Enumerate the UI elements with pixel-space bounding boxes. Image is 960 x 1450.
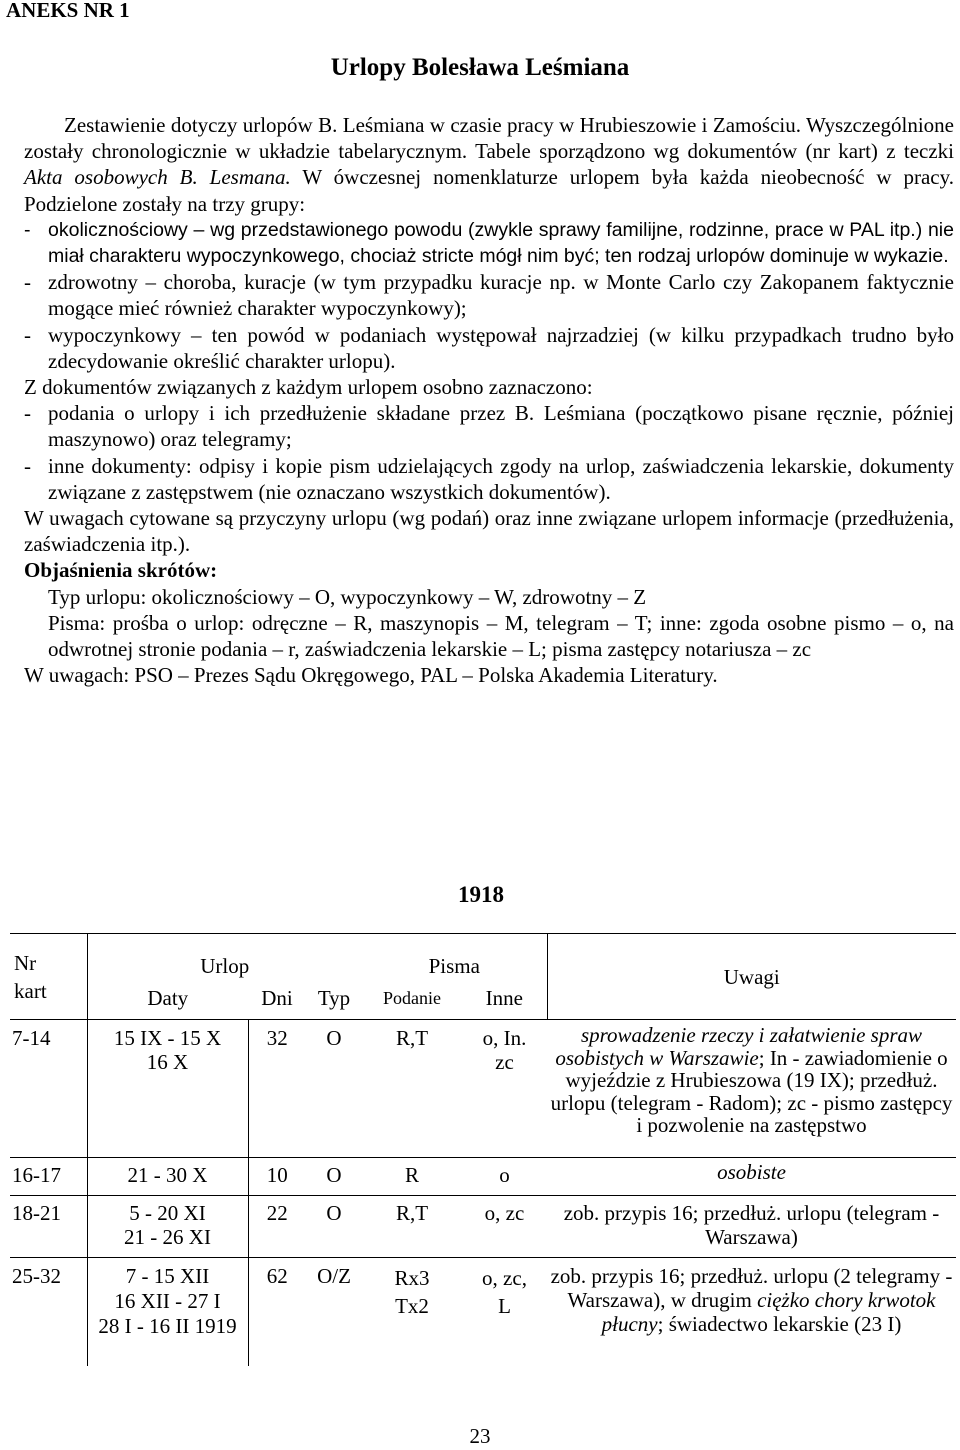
cell-podanie: Rx3 Tx2: [394, 1266, 430, 1318]
cell-dni: 32: [248, 1020, 306, 1158]
year-heading: 1918: [458, 882, 504, 907]
header-inne: Inne: [462, 978, 547, 1020]
cell-typ: O: [306, 1196, 362, 1258]
abbreviations-heading: Objaśnienia skrótów:: [24, 558, 218, 583]
table-row: [10, 1020, 956, 1158]
cell-dni: 22: [248, 1196, 306, 1258]
table-row: [10, 1196, 956, 1258]
table-row: [10, 1258, 956, 1366]
table-row: [10, 1158, 956, 1196]
cell-uwagi: zob. przypis 16; przedłuż. urlopu (2 telegramy - Warszawa), w drugim ciężko chory krwotok płucny; świadectwo lekarskie (23 I): [550, 1264, 953, 1336]
remarks-paragraph: W uwagach cytowane są przyczyny urlopu (wg podań) oraz inne związane urlopem informacje (przedłużenia, zaświadczenia itp.).: [24, 506, 954, 557]
leave-table: [10, 933, 956, 1366]
header-dni: Dni: [248, 978, 306, 1020]
cell-daty: 21 - 30 X: [87, 1158, 248, 1196]
cell-nr: 7-14: [10, 1020, 87, 1158]
header-typ: Typ: [306, 978, 362, 1020]
cell-dni: 10: [248, 1158, 306, 1196]
cell-podanie: R,T: [362, 1196, 462, 1258]
documents-inne: - inne dokumenty: odpisy i kopie pism udzielających zgody na urlop, zaświadczenia lekarskie, dokumenty związane z zastępstwem (nie oznaczano wszystkich dokumentów).: [24, 453, 954, 504]
cell-inne: o, zc, L: [482, 1266, 527, 1318]
cell-uwagi: osobiste: [547, 1158, 956, 1196]
cell-daty: 15 IX - 15 X 16 X: [87, 1020, 248, 1158]
cell-typ: O: [306, 1020, 362, 1158]
header-pisma: Pisma: [362, 934, 547, 978]
abbreviation-typ: Typ urlopu: okolicznościowy – O, wypoczynkowy – W, zdrowotny – Z: [48, 584, 647, 609]
cell-podanie: R: [362, 1158, 462, 1196]
document-title: Urlopy Bolesława Leśmiana: [330, 54, 630, 81]
documents-podania: - podania o urlopy i ich przedłużenie składane przez B. Leśmiana (początkowo pisane ręcznie, później maszynowo) oraz telegramy;: [24, 401, 954, 452]
cell-inne: o, zc: [462, 1196, 547, 1258]
group-zdrowotny: - zdrowotny – choroba, kuracje (w tym przypadku kuracje np. w Monte Carlo czy Zakopanem faktycznie mogące mieć również charakter wypoczynkowy);: [24, 270, 954, 321]
cell-uwagi: zob. przypis 16; przedłuż. urlopu (telegram - Warszawa): [547, 1196, 956, 1258]
cell-typ: O: [306, 1158, 362, 1196]
header-uwagi: Uwagi: [547, 934, 956, 1020]
intro-paragraph: Zestawienie dotyczy urlopów B. Leśmiana w czasie pracy w Hrubieszowie i Zamościu. Wyszczególnione zostały chronologicznie w układzie tabelarycznym. Tabele sporządzono wg dokumentów (nr kart) z teczki Akta osobowych B. Lesmana. W ówczesnej nomenklaturze urlopem była każda nieobecność w pracy. Podzielone zostały na trzy grupy:: [24, 113, 954, 216]
cell-dni: 62: [266, 1264, 288, 1288]
abbreviation-pisma: Pisma: prośba o urlop: odręczne – R, maszynopis – M, telegram – T; inne: zgoda osobne pismo – o, na odwrotnej stronie podania – r, zaświadczenia lekarskie – L; pisma zastępcy notariusza – zc: [48, 610, 954, 662]
header-nr-kart: Nr kart: [10, 934, 87, 1020]
cell-podanie: R,T: [362, 1020, 462, 1158]
cell-daty: 5 - 20 XI 21 - 26 XI: [87, 1196, 248, 1258]
intro-section: [24, 112, 954, 688]
header-urlop: Urlop: [87, 934, 362, 978]
cell-typ: O/Z: [317, 1264, 351, 1288]
annex-heading: ANEKS NR 1: [6, 0, 130, 22]
group-okolicznosciowy: - okolicznościowy – wg przedstawionego powodu (zwykle sprawy familijne, rodzinne, prace w PAL itp.) nie miał charakteru wypoczynkowego, chociaż stricte mógł nim być; ten rodzaj urlopów dominuje w wykazie.: [24, 218, 954, 268]
cell-daty: 7 - 15 XII 16 XII - 27 I 28 I - 16 II 1919: [87, 1258, 248, 1366]
documents-intro: Z dokumentów związanych z każdym urlopem osobno zaznaczono:: [24, 375, 593, 400]
cell-uwagi: sprowadzenie rzeczy i załatwienie spraw osobistych w Warszawie; In - zawiadomienie o wyjeździe z Hrubieszowa (19 IX); przedłuż. urlopu (telegram - Radom); zc - pismo zastępcy i pozwolenie na zastępstwo: [547, 1020, 956, 1158]
group-wypoczynkowy: - wypoczynkowy – ten powód w podaniach występował najrzadziej (w kilku przypadkach trudno było zdecydowanie określić charakter urlopu).: [24, 322, 954, 373]
cell-nr: 18-21: [10, 1196, 87, 1258]
cell-inne: o: [462, 1158, 547, 1196]
cell-nr: 25-32: [10, 1258, 87, 1366]
cell-nr: 16-17: [10, 1158, 87, 1196]
header-podanie: Podanie: [362, 978, 462, 1020]
header-daty: Daty: [87, 978, 248, 1020]
cell-inne: o, In. zc: [462, 1020, 547, 1158]
abbreviation-uwagi: W uwagach: PSO – Prezes Sądu Okręgowego, PAL – Polska Akademia Literatury.: [24, 663, 718, 688]
page-number: 23: [469, 1424, 491, 1448]
